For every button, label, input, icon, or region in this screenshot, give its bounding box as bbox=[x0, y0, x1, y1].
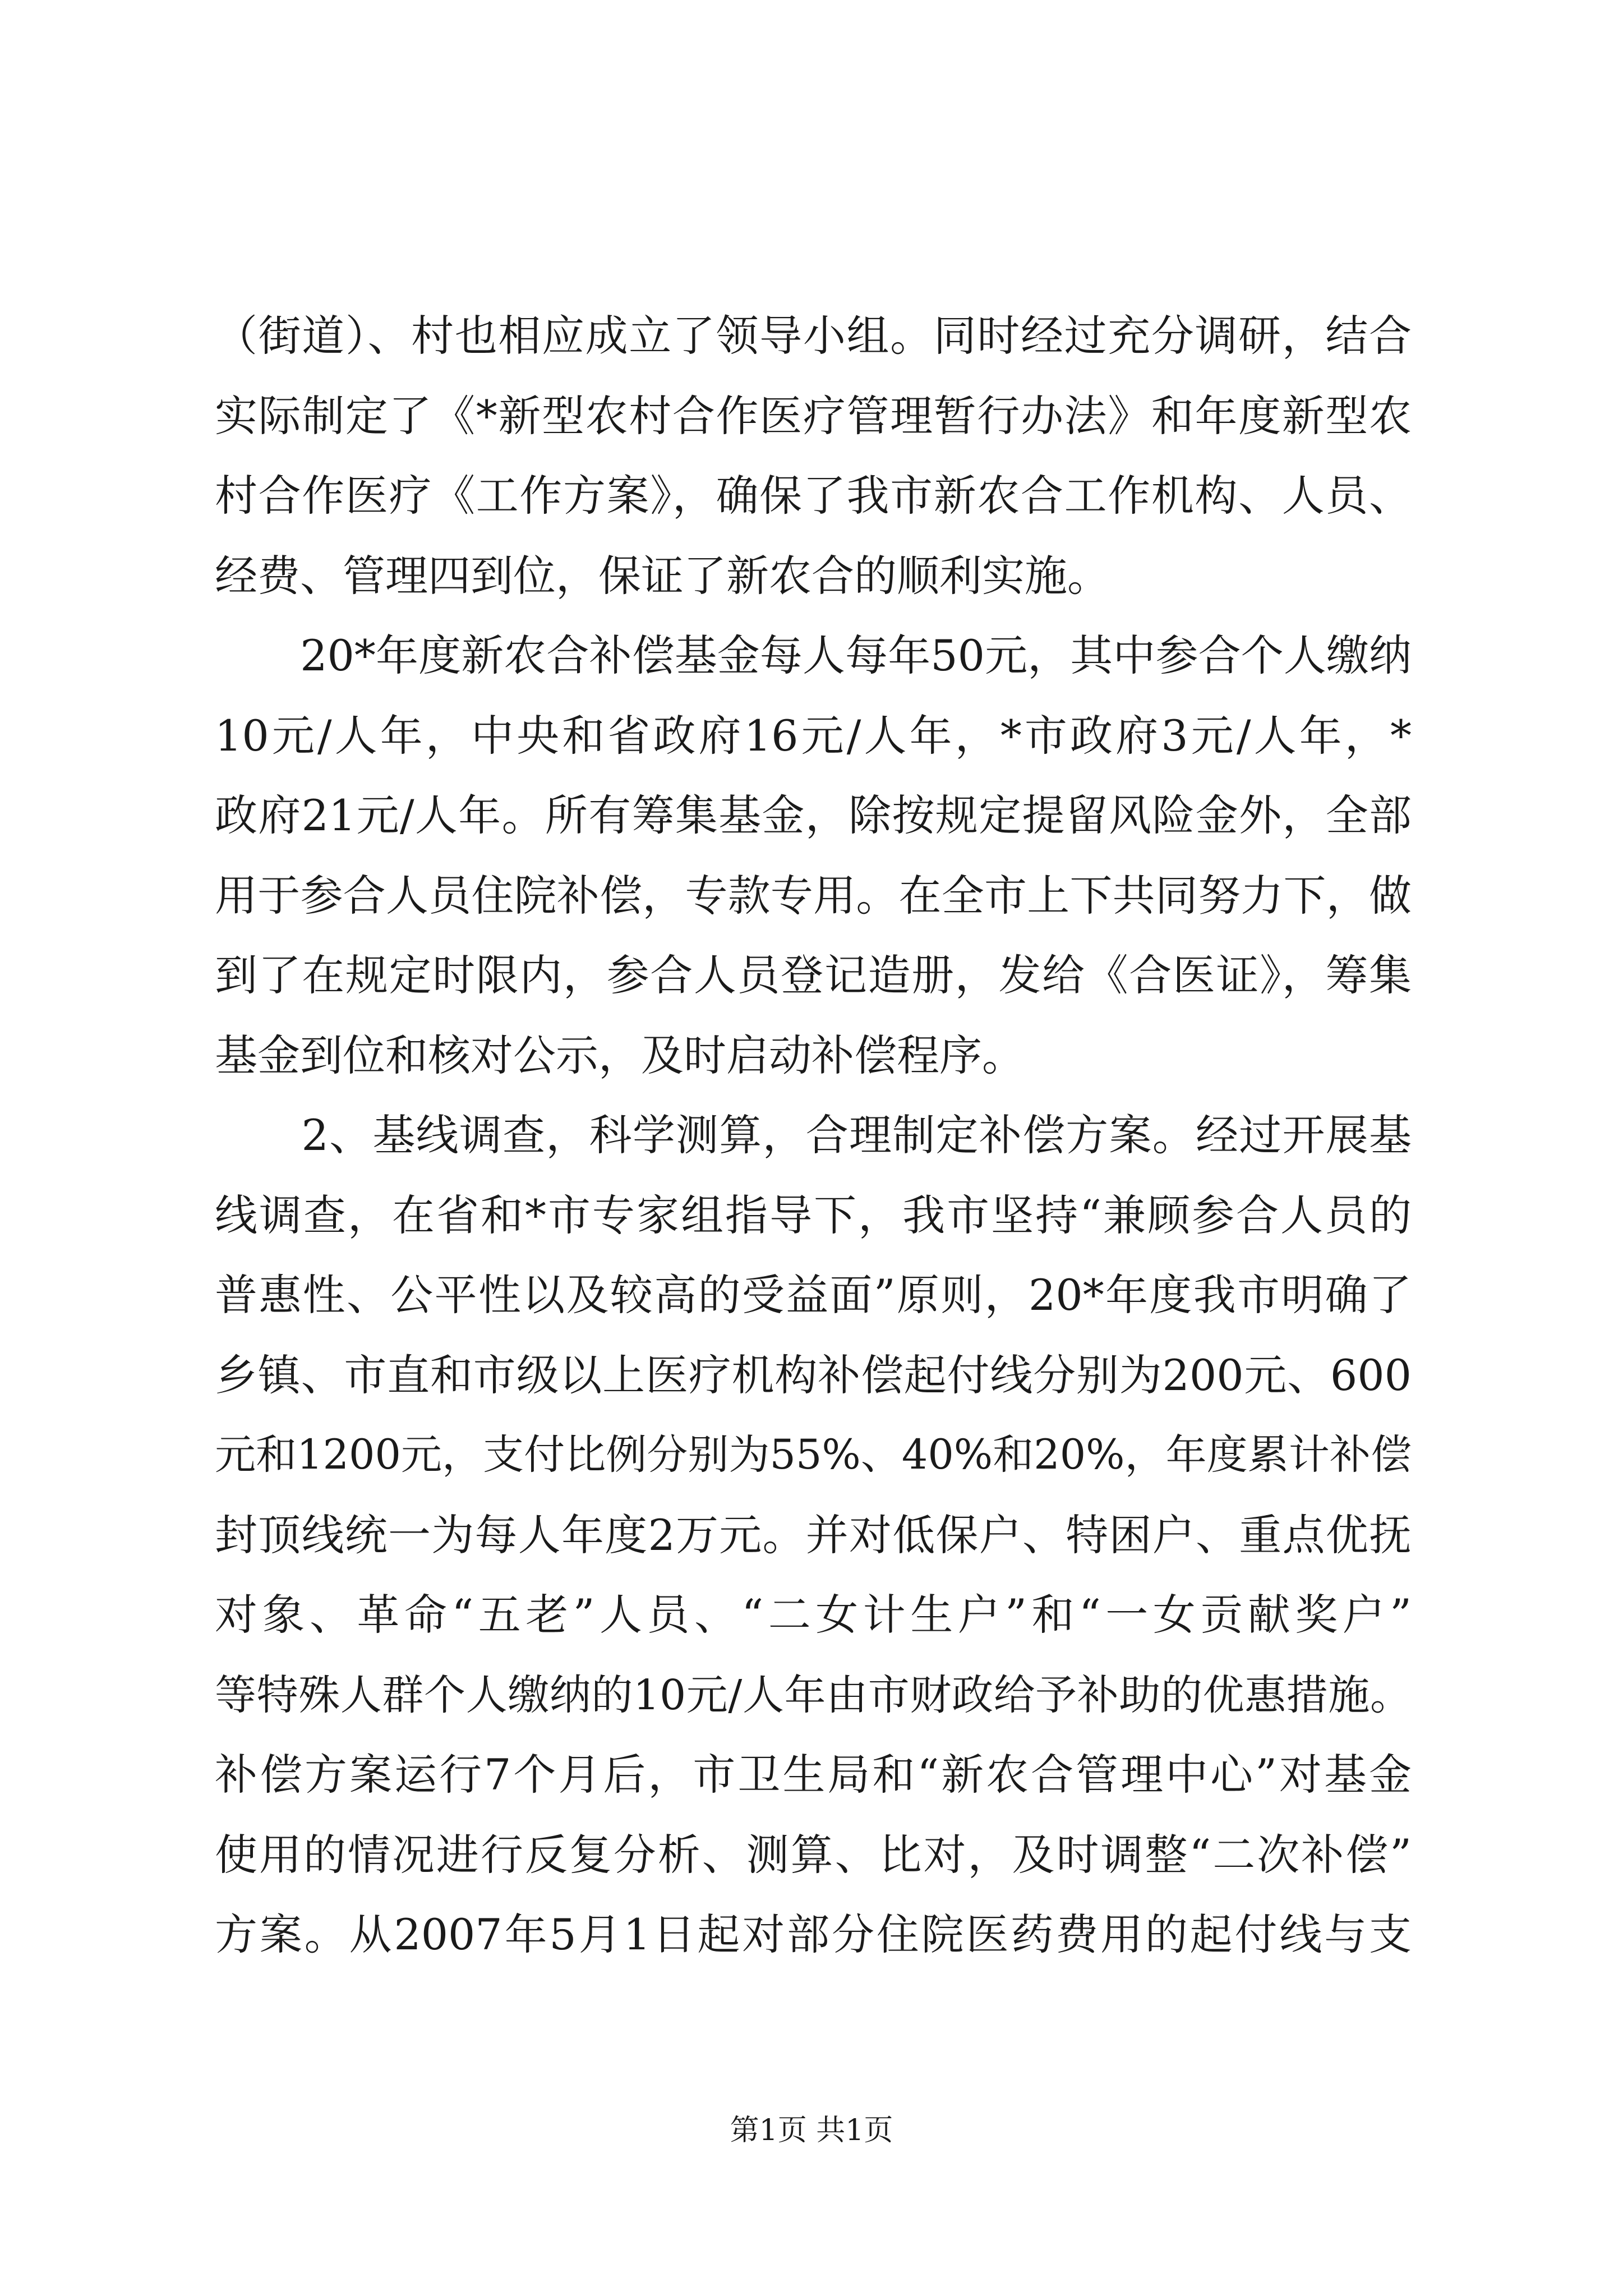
text-line: 用于参合人员住院补偿，专款专用。在全市上下共同努力下，做 bbox=[215, 870, 1412, 921]
text-line: 20*年度新农合补偿基金每人每年50元，其中参合个人缴纳 bbox=[215, 631, 1412, 680]
text-line: 2、基线调查，科学测算，合理制定补偿方案。经过开展基 bbox=[215, 1110, 1412, 1160]
page-footer: 第1页 共1页 bbox=[730, 2114, 893, 2147]
text-line: 乡镇、市直和市级以上医疗机构补偿起付线分别为200元、600 bbox=[215, 1350, 1412, 1400]
text-line: 线调查，在省和*市专家组指导下，我市坚持“兼顾参合人员的 bbox=[215, 1190, 1412, 1240]
text-line: 对象、革命“五老”人员、“二女计生户”和“一女贡献奖户” bbox=[215, 1590, 1412, 1640]
text-line: 到了在规定时限内，参合人员登记造册，发给《合医证》，筹集 bbox=[215, 950, 1412, 1000]
text-line: 基金到位和核对公示，及时启动补偿程序。 bbox=[215, 1030, 1025, 1080]
document-body bbox=[215, 296, 1412, 1975]
text-line: 10元/人年，中央和省政府16元/人年，*市政府3元/人年，* bbox=[215, 710, 1412, 761]
text-line: （街道）、村也相应成立了领导小组。同时经过充分调研，结合 bbox=[215, 311, 1412, 361]
text-line: 普惠性、公平性以及较高的受益面”原则，20*年度我市明确了 bbox=[215, 1270, 1412, 1320]
text-line: 等特殊人群个人缴纳的10元/人年由市财政给予补助的优惠措施。 bbox=[215, 1671, 1412, 1719]
text-line: 村合作医疗《工作方案》，确保了我市新农合工作机构、人员、 bbox=[215, 471, 1412, 521]
text-line: 封顶线统一为每人年度2万元。并对低保户、特困户、重点优抚 bbox=[215, 1510, 1412, 1560]
text-line: 政府21元/人年。所有筹集基金，除按规定提留风险金外，全部 bbox=[215, 790, 1412, 840]
text-line: 实际制定了《*新型农村合作医疗管理暂行办法》和年度新型农 bbox=[215, 390, 1412, 441]
text-line: 经费、管理四到位，保证了新农合的顺利实施。 bbox=[215, 550, 1110, 601]
text-line: 补偿方案运行7个月后，市卫生局和“新农合管理中心”对基金 bbox=[215, 1750, 1412, 1800]
text-line: 方案。从2007年5月1日起对部分住院医药费用的起付线与支 bbox=[215, 1910, 1412, 1959]
text-line: 元和1200元，支付比例分别为55%、40%和20%，年度累计补偿 bbox=[215, 1431, 1412, 1479]
text-line: 使用的情况进行反复分析、测算、比对，及时调整“二次补偿” bbox=[215, 1829, 1412, 1880]
